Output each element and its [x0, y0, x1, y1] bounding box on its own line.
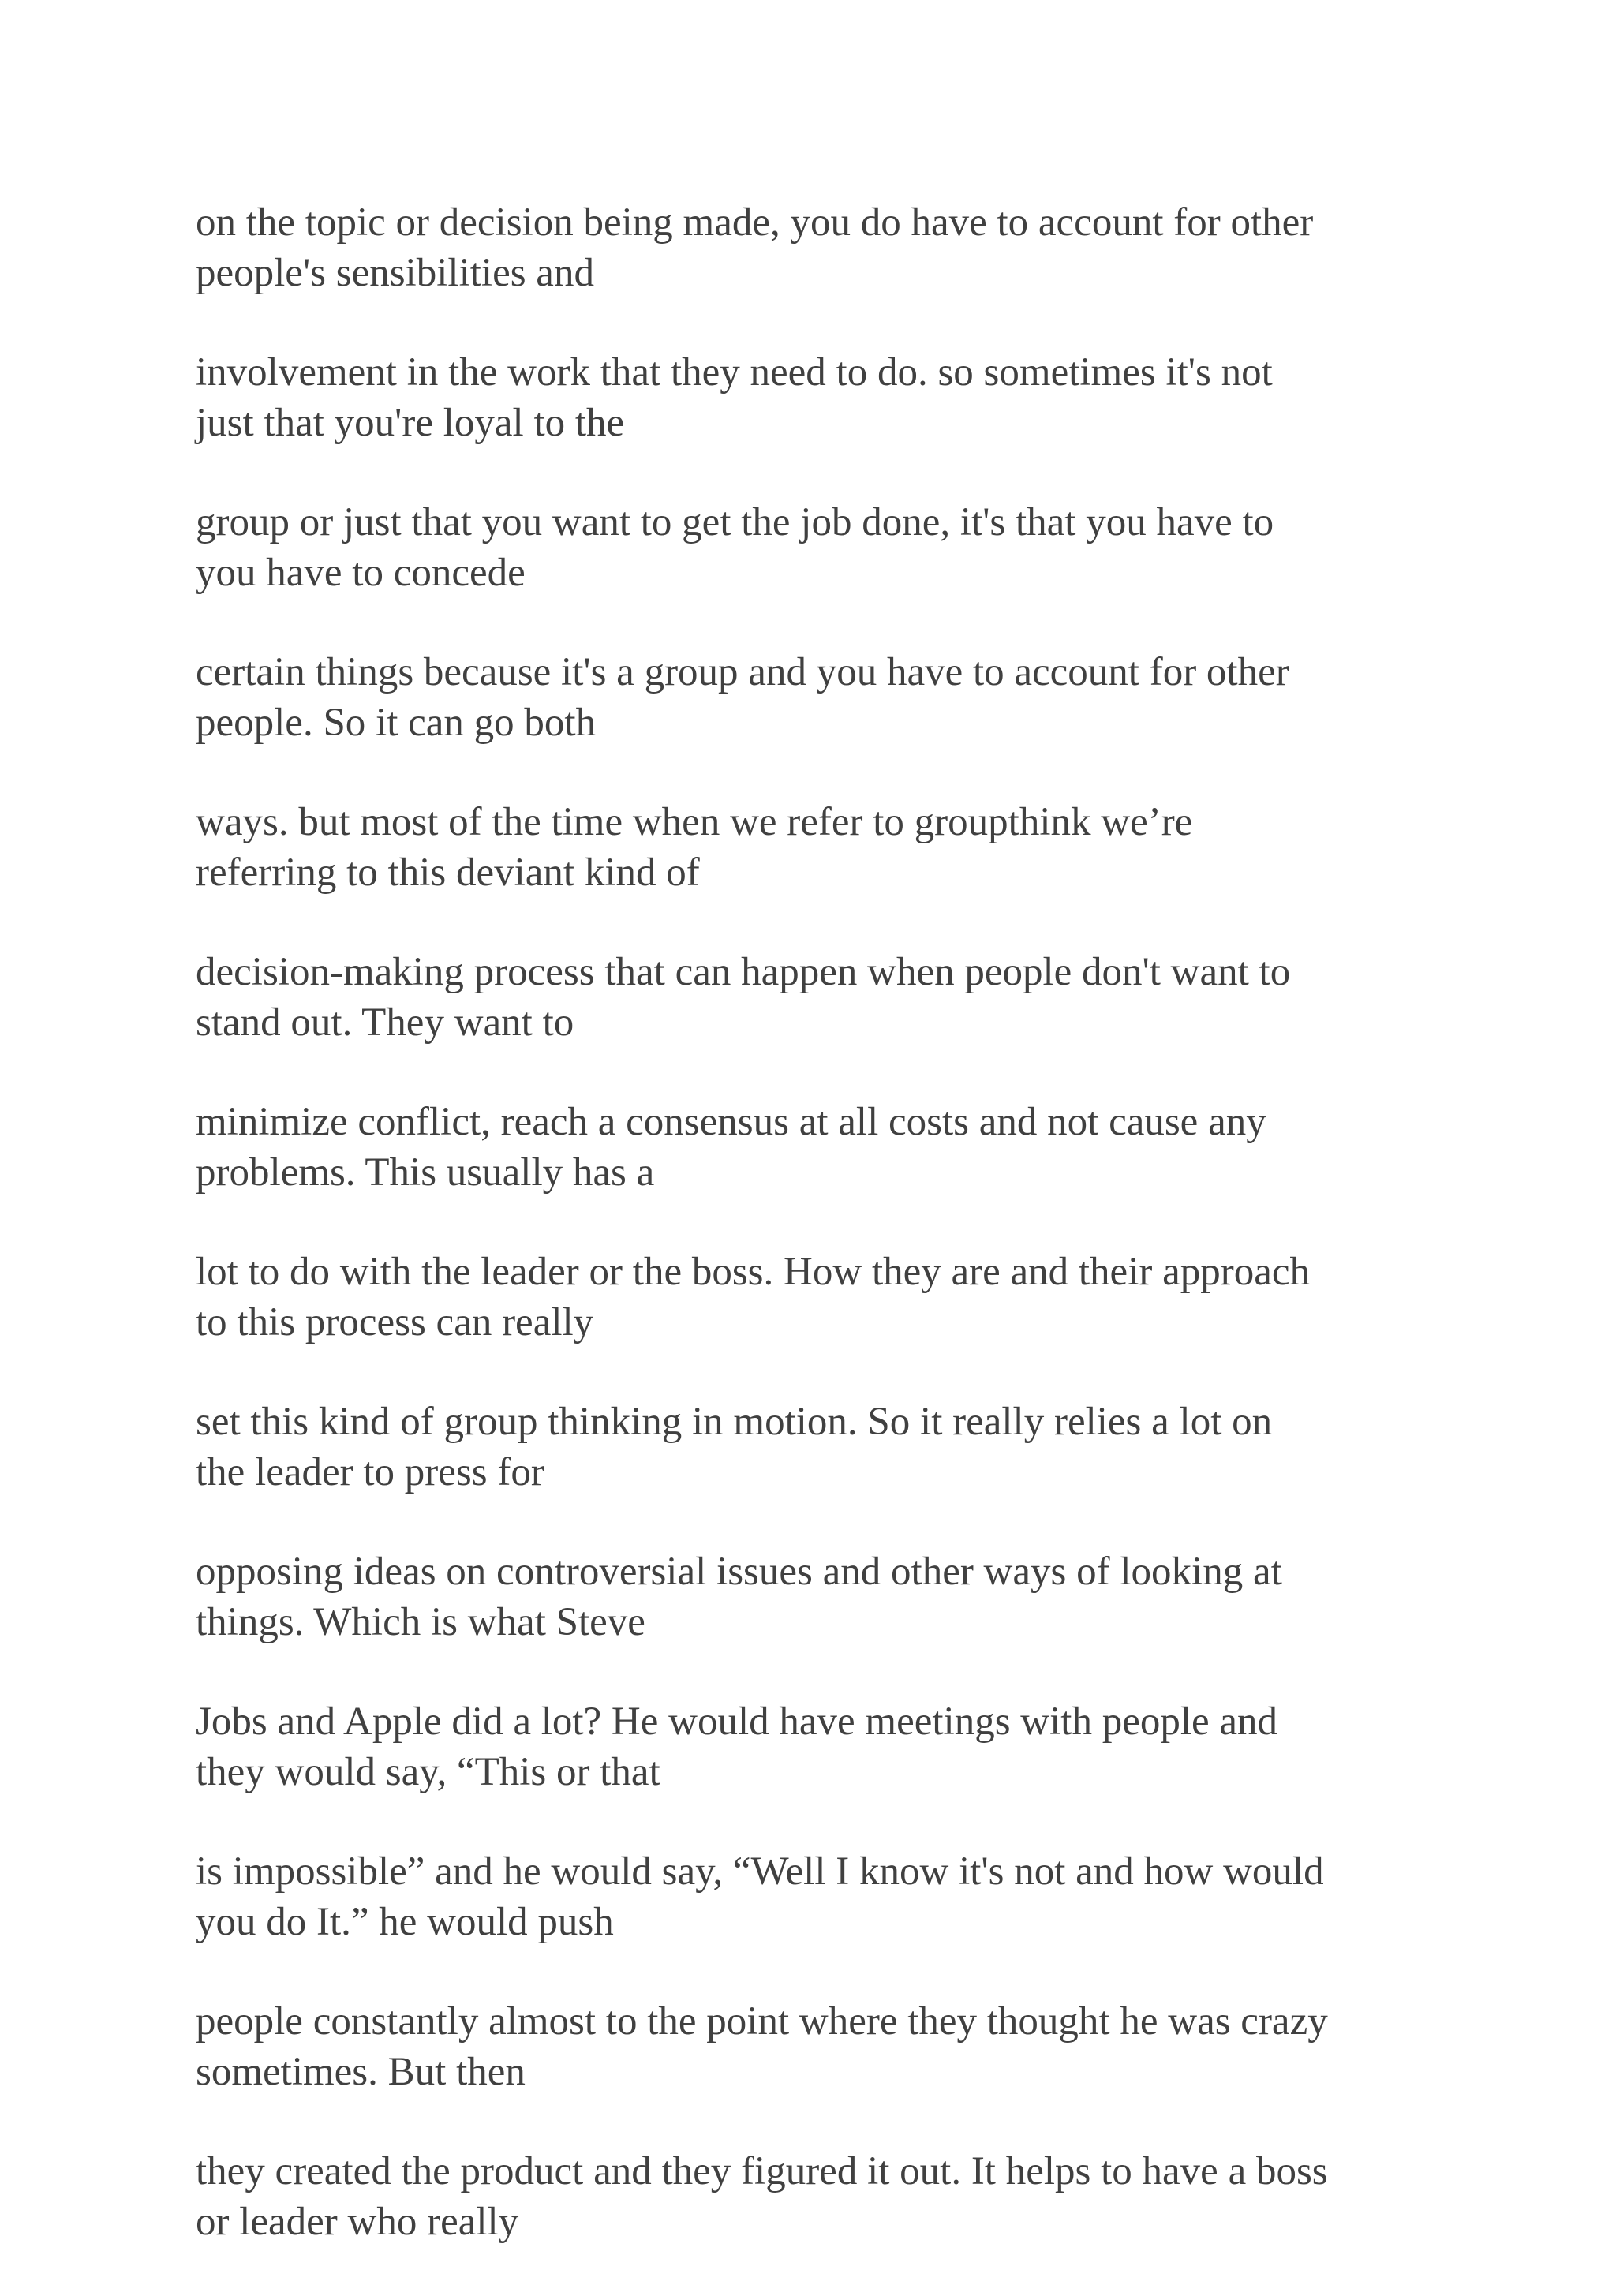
paragraph-line: involvement in the work that they need to do. so sometimes it's not [196, 350, 1273, 395]
paragraph [196, 347, 1458, 448]
paragraph-line: or leader who really [196, 2200, 519, 2244]
paragraph-line: to this process can really [196, 1300, 594, 1344]
paragraph [196, 2146, 1458, 2247]
paragraph-line: ways. but most of the time when we refer to groupthink we’re [196, 800, 1193, 844]
paragraph [196, 497, 1458, 598]
paragraph-line: group or just that you want to get the job done, it's that you have to [196, 500, 1274, 544]
paragraph-line: set this kind of group thinking in motion. So it really relies a lot on [196, 1400, 1273, 1444]
paragraph [196, 1247, 1458, 1348]
paragraph [196, 1397, 1458, 1498]
paragraph [196, 947, 1458, 1048]
paragraph [196, 197, 1458, 298]
paragraph-line: things. Which is what Steve [196, 1600, 645, 1644]
paragraph-line: they would say, “This or that [196, 1750, 660, 1794]
paragraph-line: Jobs and Apple did a lot? He would have meetings with people and [196, 1700, 1278, 1744]
paragraph-line: lot to do with the leader or the boss. How they are and their approach [196, 1250, 1310, 1294]
paragraph-line: opposing ideas on controversial issues and other ways of looking at [196, 1550, 1282, 1594]
paragraph-line: is impossible” and he would say, “Well I know it's not and how would [196, 1849, 1324, 1894]
paragraph-line: minimize conflict, reach a consensus at all costs and not cause any [196, 1100, 1266, 1144]
paragraph [196, 797, 1458, 898]
paragraph-line: the leader to press for [196, 1450, 544, 1494]
paragraph-line: referring to this deviant kind of [196, 851, 700, 895]
paragraph [196, 1696, 1458, 1797]
paragraph-line: you have to concede [196, 551, 526, 595]
paragraph-line: stand out. They want to [196, 1000, 574, 1045]
paragraph [196, 1846, 1458, 1947]
paragraph-line: just that you're loyal to the [196, 401, 625, 445]
paragraph-line: problems. This usually has a [196, 1150, 655, 1195]
paragraph [196, 1546, 1458, 1647]
paragraph-line: certain things because it's a group and you have to account for other [196, 650, 1289, 694]
paragraph-line: people's sensibilities and [196, 251, 594, 295]
paragraph [196, 1996, 1458, 2097]
paragraph-line: you do It.” he would push [196, 1900, 614, 1944]
paragraph-line: people. So it can go both [196, 701, 597, 745]
paragraph [196, 1097, 1458, 1198]
paragraph-line: decision-making process that can happen when people don't want to [196, 950, 1291, 994]
paragraph-line: sometimes. But then [196, 2050, 526, 2094]
paragraph-line: people constantly almost to the point where they thought he was crazy [196, 1999, 1328, 2044]
paragraph-line: on the topic or decision being made, you do have to account for other [196, 200, 1314, 245]
paragraph-line: they created the product and they figured it out. It helps to have a boss [196, 2149, 1328, 2193]
document-body [196, 197, 1458, 2296]
paragraph [196, 647, 1458, 748]
